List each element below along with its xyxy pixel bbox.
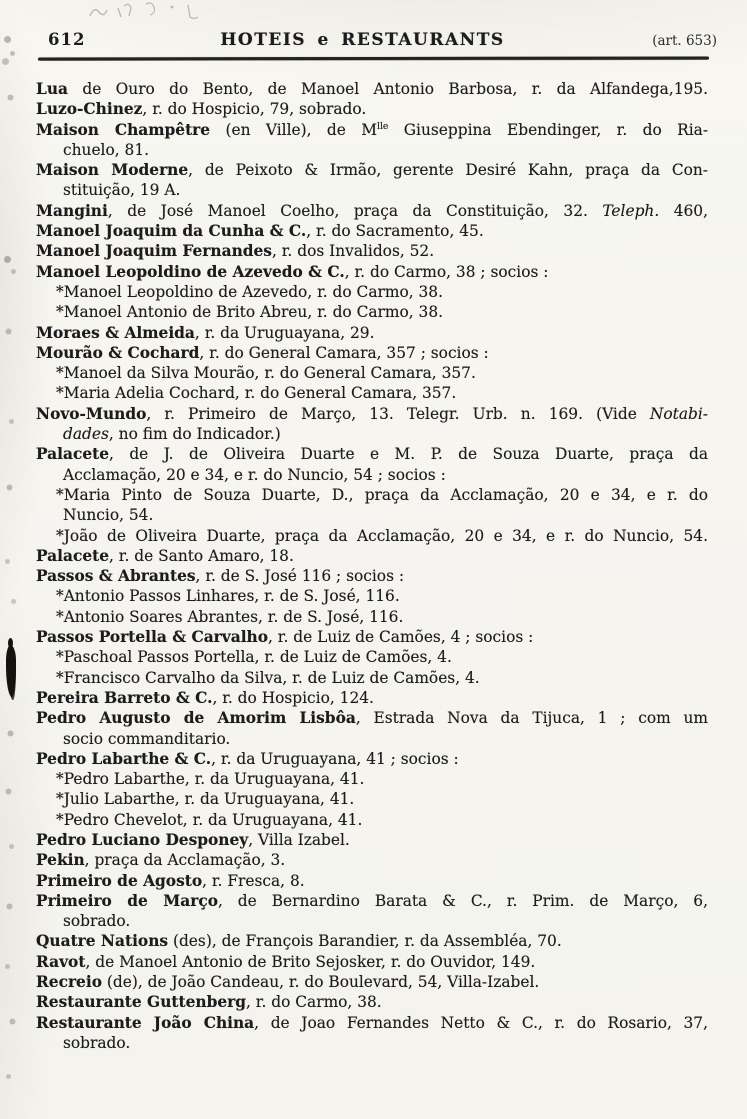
directory-line: *Manoel Antonio de Brito Abreu, r. do Carmo, 38. [56,303,444,322]
directory-line: Maison Moderne, de Peixoto & Irmão, gerente Desiré Kahn, praça da Con- [36,161,708,180]
ink-blot [6,645,16,697]
directory-line: Palacete, r. de Santo Amaro, 18. [36,546,294,565]
directory-line: *Julio Labarthe, r. da Uruguayana, 41. [56,790,355,809]
directory-line: sobrado. [63,1033,131,1052]
directory-line: *Maria Pinto de Souza Duarte, D., praça da Acclamação, 20 e 34, e r. do [56,485,708,504]
directory-line: Luzo-Chinez, r. do Hospicio, 79, sobrado. [36,100,367,119]
article-reference: (art. 653) [652,33,717,49]
directory-line: Pekin, praça da Acclamação, 3. [36,851,286,870]
directory-line: Maison Champêtre (en Ville), de $M^{lle}$ Giuseppina Ebendinger, r. do Ria- [36,120,709,139]
directory-line: *Maria Adelia Cochard, r. do General Camara, 357. [56,384,457,403]
scan-edge-specks [0,0,3,3]
directory-line: Pedro Labarthe & C., r. da Uruguayana, 41 ; socios : [36,749,459,768]
directory-line: Primeiro de Março, de Bernardino Barata & C., r. Prim. de Março, 6, [36,891,708,910]
directory-line: stituição, 19 A. [63,181,181,200]
directory-line: *Pedro Chevelot, r. da Uruguayana, 41. [56,810,363,829]
directory-line: Pedro Luciano Desponey, Villa Izabel. [36,830,350,849]
directory-line: Recreio (de), de João Candeau, r. do Boulevard, 54, Villa-Izabel. [36,973,540,992]
directory-line: Restaurante Guttenberg, r. do Carmo, 38. [36,993,382,1012]
directory-line: Manoel Leopoldino de Azevedo & C., r. do Carmo, 38 ; socios : [36,262,549,281]
directory-line: *Pedro Labarthe, r. da Uruguayana, 41. [56,770,365,789]
directory-line: Palacete, de J. de Oliveira Duarte e M. P. de Souza Duarte, praça da [36,445,708,464]
directory-line: Restaurante João China, de Joao Fernandes Netto & C., r. do Rosario, 37, [36,1013,708,1032]
directory-line: Quatre Nations (des), de François Barandier, r. da Assembléa, 70. [36,932,562,951]
directory-line: Mourão & Cochard, r. do General Camara, 357 ; socios : [36,343,489,362]
directory-line: *Manoel Leopoldino de Azevedo, r. do Carmo, 38. [56,282,443,301]
directory-line: Primeiro de Agosto, r. Fresca, 8. [36,871,305,890]
directory-line: Pedro Augusto de Amorim Lisbôa, Estrada Nova da Tijuca, 1 ; com um [36,709,708,728]
directory-line: Lua de Ouro do Bento, de Manoel Antonio Barbosa, r. da Alfandega,195. [36,80,708,98]
directory-line: *Paschoal Passos Portella, r. de Luiz de Camões, 4. [56,648,452,667]
directory-line: Novo-Mundo, r. Primeiro de Março, 13. Telegr. Urb. n. 169. (Vide Notabi- [36,404,708,423]
directory-line: Nuncio, 54. [63,506,154,525]
directory-line: Moraes & Almeida, r. da Uruguayana, 29. [36,323,375,342]
directory-line: *Antonio Passos Linhares, r. de S. José, 116. [56,587,400,606]
directory-line: *Francisco Carvalho da Silva, r. de Luiz de Camões, 4. [56,668,480,687]
directory-line: socio commanditario. [63,729,231,748]
directory-line: *Manoel da Silva Mourão, r. do General Camara, 357. [56,364,476,383]
directory-line: Acclamação, 20 e 34, e r. do Nuncio, 54 ; socios : [63,465,446,484]
page-number: 612 [48,30,86,49]
pencil-scribble-mark [84,0,224,28]
directory-line: chuelo, 81. [63,140,150,159]
directory-line: Passos Portella & Carvalho, r. de Luiz de Camões, 4 ; socios : [36,628,534,647]
directory-line: Manoel Joaquim da Cunha & C., r. do Sacramento, 45. [36,222,484,241]
directory-line: Pereira Barreto & C., r. do Hospicio, 124. [36,688,374,707]
directory-line: sobrado. [63,912,131,931]
directory-line: *João de Oliveira Duarte, praça da Acclamação, 20 e 34, e r. do Nuncio, 54. [56,526,708,545]
directory-line: dades, no fim do Indicador.) [63,425,281,444]
page-header [0,30,747,50]
directory-line: Passos & Abrantes, r. de S. José 116 ; socios : [36,567,405,586]
directory-line: *Antonio Soares Abrantes, r. de S. José, 116. [56,607,404,626]
directory-line: Ravot, de Manoel Antonio de Brito Sejosker, r. do Ouvidor, 149. [36,952,536,971]
directory-line: Manoel Joaquim Fernandes, r. dos Invalidos, 52. [36,242,435,261]
directory-line: Mangini, de José Manoel Coelho, praça da Constituição, 32. Teleph. 460, [36,201,708,220]
page-title: HOTEIS e RESTAURANTS [220,30,505,50]
directory-entries [0,60,747,1053]
